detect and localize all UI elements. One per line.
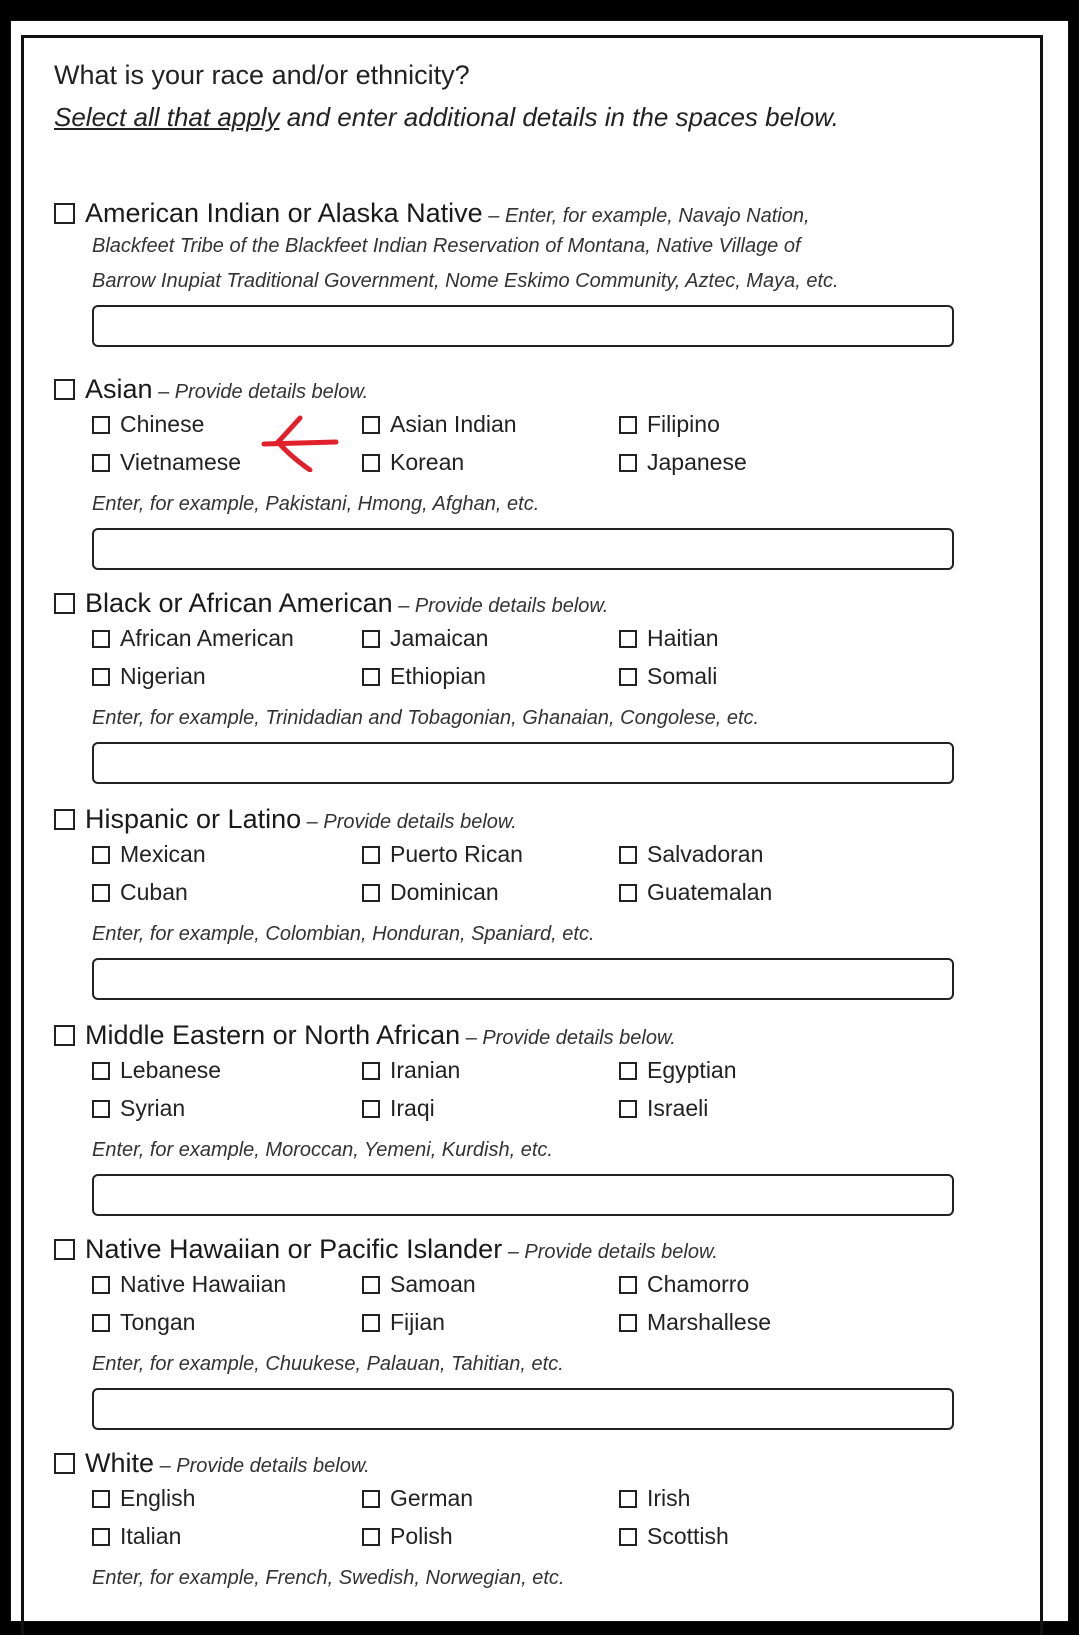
option-label: Egyptian bbox=[647, 1057, 737, 1083]
options-grid bbox=[92, 1057, 1034, 1133]
option-chamorro[interactable] bbox=[619, 1271, 749, 1298]
option-filipino[interactable] bbox=[619, 411, 720, 438]
option-native-hawaiian[interactable] bbox=[92, 1271, 286, 1298]
section-header[interactable] bbox=[54, 1234, 1034, 1265]
details-input[interactable] bbox=[92, 742, 954, 784]
example-text: Enter, for example, Pakistani, Hmong, Afghan, etc. bbox=[92, 493, 540, 515]
checkbox[interactable] bbox=[362, 1314, 380, 1332]
option-label: Somali bbox=[647, 663, 718, 689]
option-polish[interactable] bbox=[362, 1523, 453, 1550]
option-egyptian[interactable] bbox=[619, 1057, 737, 1084]
option-label: Korean bbox=[390, 449, 465, 475]
option-label: Marshallese bbox=[647, 1309, 771, 1335]
option-label: Israeli bbox=[647, 1095, 709, 1121]
option-ethiopian[interactable] bbox=[362, 663, 486, 690]
section-description-line: Blackfeet Tribe of the Blackfeet Indian Reservation of Montana, Native Village of bbox=[92, 235, 801, 257]
checkbox[interactable] bbox=[619, 630, 637, 648]
option-asian-indian[interactable] bbox=[362, 411, 517, 438]
option-african-american[interactable] bbox=[92, 625, 294, 652]
section-header[interactable] bbox=[54, 588, 1034, 619]
option-iranian[interactable] bbox=[362, 1057, 460, 1084]
option-scottish[interactable] bbox=[619, 1523, 729, 1550]
checkbox[interactable] bbox=[362, 884, 380, 902]
option-label: Native Hawaiian bbox=[120, 1271, 287, 1297]
instructions-underlined: Select all that apply bbox=[54, 102, 280, 132]
checkbox[interactable] bbox=[92, 1062, 110, 1080]
option-italian[interactable] bbox=[92, 1523, 181, 1550]
option-somali[interactable] bbox=[619, 663, 717, 690]
option-guatemalan[interactable] bbox=[619, 879, 772, 906]
checkbox[interactable] bbox=[92, 1314, 110, 1332]
option-nigerian[interactable] bbox=[92, 663, 206, 690]
example-text: Enter, for example, Trinidadian and Tobagonian, Ghanaian, Congolese, etc. bbox=[92, 707, 760, 729]
options-grid bbox=[92, 411, 1034, 487]
section-mena bbox=[54, 1020, 1034, 1216]
option-chinese[interactable] bbox=[92, 411, 204, 438]
checkbox[interactable] bbox=[619, 884, 637, 902]
option-label: Dominican bbox=[390, 879, 499, 905]
option-label: Ethiopian bbox=[390, 663, 486, 689]
option-label: Asian Indian bbox=[390, 411, 517, 437]
option-label: Puerto Rican bbox=[390, 841, 523, 867]
checkbox[interactable] bbox=[362, 1276, 380, 1294]
details-input[interactable] bbox=[92, 528, 954, 570]
option-label: Filipino bbox=[647, 411, 720, 437]
form-sheet bbox=[10, 20, 1069, 1622]
option-samoan[interactable] bbox=[362, 1271, 476, 1298]
options-grid bbox=[92, 841, 1034, 917]
option-label: Salvadoran bbox=[647, 841, 764, 867]
section-label: White bbox=[85, 1448, 155, 1478]
checkbox[interactable] bbox=[92, 630, 110, 648]
option-label: German bbox=[390, 1485, 474, 1511]
section-header[interactable] bbox=[54, 1448, 1034, 1479]
section-description-line: Barrow Inupiat Traditional Government, Nome Eskimo Community, Aztec, Maya, etc. bbox=[92, 270, 839, 292]
checkbox[interactable] bbox=[362, 1490, 380, 1508]
option-label: Fijian bbox=[390, 1309, 445, 1335]
checkbox[interactable] bbox=[54, 379, 75, 400]
option-label: Nigerian bbox=[120, 663, 206, 689]
option-label: Japanese bbox=[647, 449, 747, 475]
option-english[interactable] bbox=[92, 1485, 195, 1512]
section-note: – Provide details below. bbox=[152, 381, 369, 403]
example-text: Enter, for example, Colombian, Honduran, Spaniard, etc. bbox=[92, 923, 595, 945]
option-german[interactable] bbox=[362, 1485, 473, 1512]
checkbox[interactable] bbox=[92, 1276, 110, 1294]
checkbox[interactable] bbox=[619, 1062, 637, 1080]
options-grid bbox=[92, 1271, 1034, 1347]
option-label: Samoan bbox=[390, 1271, 476, 1297]
checkbox[interactable] bbox=[362, 454, 380, 472]
section-label: Native Hawaiian or Pacific Islander bbox=[85, 1234, 503, 1264]
option-label: African American bbox=[120, 625, 294, 651]
option-label: Chamorro bbox=[647, 1271, 750, 1297]
option-mexican[interactable] bbox=[92, 841, 206, 868]
option-label: Italian bbox=[120, 1523, 182, 1549]
section-header[interactable] bbox=[54, 804, 1034, 835]
checkbox[interactable] bbox=[619, 454, 637, 472]
checkbox[interactable] bbox=[619, 416, 637, 434]
checkbox[interactable] bbox=[362, 668, 380, 686]
option-label: English bbox=[120, 1485, 196, 1511]
checkbox[interactable] bbox=[619, 1314, 637, 1332]
checkbox[interactable] bbox=[54, 1025, 75, 1046]
checkbox[interactable] bbox=[362, 630, 380, 648]
option-label: Syrian bbox=[120, 1095, 186, 1121]
checkbox[interactable] bbox=[92, 454, 110, 472]
option-label: Mexican bbox=[120, 841, 206, 867]
example-text: Enter, for example, Chuukese, Palauan, Tahitian, etc. bbox=[92, 1353, 564, 1375]
example-text: Enter, for example, Moroccan, Yemeni, Kurdish, etc. bbox=[92, 1139, 553, 1161]
example-text: Enter, for example, French, Swedish, Norwegian, etc. bbox=[92, 1567, 565, 1589]
checkbox[interactable] bbox=[619, 668, 637, 686]
section-nhpi bbox=[54, 1234, 1034, 1430]
red-arrow-annotation-icon bbox=[260, 412, 340, 472]
section-note: – Provide details below. bbox=[392, 595, 609, 617]
option-irish[interactable] bbox=[619, 1485, 690, 1512]
option-korean[interactable] bbox=[362, 449, 464, 476]
checkbox[interactable] bbox=[92, 668, 110, 686]
option-dominican[interactable] bbox=[362, 879, 499, 906]
options-grid bbox=[92, 625, 1034, 701]
option-vietnamese[interactable] bbox=[92, 449, 241, 476]
option-tongan[interactable] bbox=[92, 1309, 195, 1336]
checkbox[interactable] bbox=[92, 1490, 110, 1508]
section-note: – Provide details below. bbox=[502, 1241, 718, 1263]
section-note: – Enter, for example, Navajo Nation, bbox=[482, 205, 810, 227]
section-label: Hispanic or Latino bbox=[85, 804, 302, 834]
option-label: Irish bbox=[647, 1485, 691, 1511]
instructions bbox=[54, 102, 839, 133]
section-note: – Provide details below. bbox=[460, 1027, 676, 1049]
question-title: What is your race and/or ethnicity? bbox=[54, 60, 470, 90]
checkbox[interactable] bbox=[362, 1100, 380, 1118]
checkbox[interactable] bbox=[92, 1100, 110, 1118]
option-fijian[interactable] bbox=[362, 1309, 445, 1336]
option-syrian[interactable] bbox=[92, 1095, 185, 1122]
form-border bbox=[21, 35, 1043, 1635]
details-input[interactable] bbox=[92, 1388, 954, 1430]
section-label: Black or African American bbox=[85, 588, 393, 618]
section-header[interactable] bbox=[54, 198, 1034, 229]
option-cuban[interactable] bbox=[92, 879, 188, 906]
section-note: – Provide details below. bbox=[154, 1455, 370, 1477]
option-puerto-rican[interactable] bbox=[362, 841, 523, 868]
section-asian bbox=[54, 374, 1034, 570]
option-label: Jamaican bbox=[390, 625, 489, 651]
section-white bbox=[54, 1448, 1034, 1596]
checkbox[interactable] bbox=[619, 846, 637, 864]
option-label: Vietnamese bbox=[120, 449, 242, 475]
checkbox[interactable] bbox=[619, 1276, 637, 1294]
option-marshallese[interactable] bbox=[619, 1309, 771, 1336]
checkbox[interactable] bbox=[619, 1490, 637, 1508]
option-haitian[interactable] bbox=[619, 625, 719, 652]
checkbox[interactable] bbox=[54, 593, 75, 614]
details-input[interactable] bbox=[92, 1174, 954, 1216]
checkbox[interactable] bbox=[54, 203, 75, 224]
option-japanese[interactable] bbox=[619, 449, 747, 476]
option-label: Scottish bbox=[647, 1523, 729, 1549]
details-input[interactable] bbox=[92, 305, 954, 347]
option-label: Chinese bbox=[120, 411, 205, 437]
option-label: Lebanese bbox=[120, 1057, 222, 1083]
checkbox[interactable] bbox=[619, 1100, 637, 1118]
section-label: American Indian or Alaska Native bbox=[85, 198, 483, 228]
option-label: Cuban bbox=[120, 879, 188, 905]
checkbox[interactable] bbox=[54, 1239, 75, 1260]
checkbox[interactable] bbox=[619, 1528, 637, 1546]
option-label: Iraqi bbox=[390, 1095, 435, 1121]
option-salvadoran[interactable] bbox=[619, 841, 763, 868]
section-hispanic bbox=[54, 804, 1034, 1000]
checkbox[interactable] bbox=[92, 846, 110, 864]
checkbox[interactable] bbox=[362, 1062, 380, 1080]
instructions-rest: and enter additional details in the spaces below. bbox=[279, 102, 839, 132]
option-iraqi[interactable] bbox=[362, 1095, 435, 1122]
section-header[interactable] bbox=[54, 374, 1034, 405]
option-israeli[interactable] bbox=[619, 1095, 708, 1122]
section-header[interactable] bbox=[54, 1020, 1034, 1051]
section-black bbox=[54, 588, 1034, 784]
checkbox[interactable] bbox=[92, 416, 110, 434]
options-grid bbox=[92, 1485, 1034, 1561]
details-input[interactable] bbox=[92, 958, 954, 1000]
section-label: Asian bbox=[85, 374, 153, 404]
checkbox[interactable] bbox=[362, 416, 380, 434]
checkbox[interactable] bbox=[92, 884, 110, 902]
checkbox[interactable] bbox=[362, 1528, 380, 1546]
option-label: Polish bbox=[390, 1523, 453, 1549]
section-label: Middle Eastern or North African bbox=[85, 1020, 461, 1050]
option-label: Tongan bbox=[120, 1309, 196, 1335]
section-note: – Provide details below. bbox=[301, 811, 517, 833]
option-label: Guatemalan bbox=[647, 879, 773, 905]
option-label: Haitian bbox=[647, 625, 719, 651]
checkbox[interactable] bbox=[92, 1528, 110, 1546]
checkbox[interactable] bbox=[362, 846, 380, 864]
option-label: Iranian bbox=[390, 1057, 461, 1083]
section-american-indian bbox=[54, 198, 1034, 347]
checkbox[interactable] bbox=[54, 1453, 75, 1474]
checkbox[interactable] bbox=[54, 809, 75, 830]
option-lebanese[interactable] bbox=[92, 1057, 221, 1084]
option-jamaican[interactable] bbox=[362, 625, 488, 652]
